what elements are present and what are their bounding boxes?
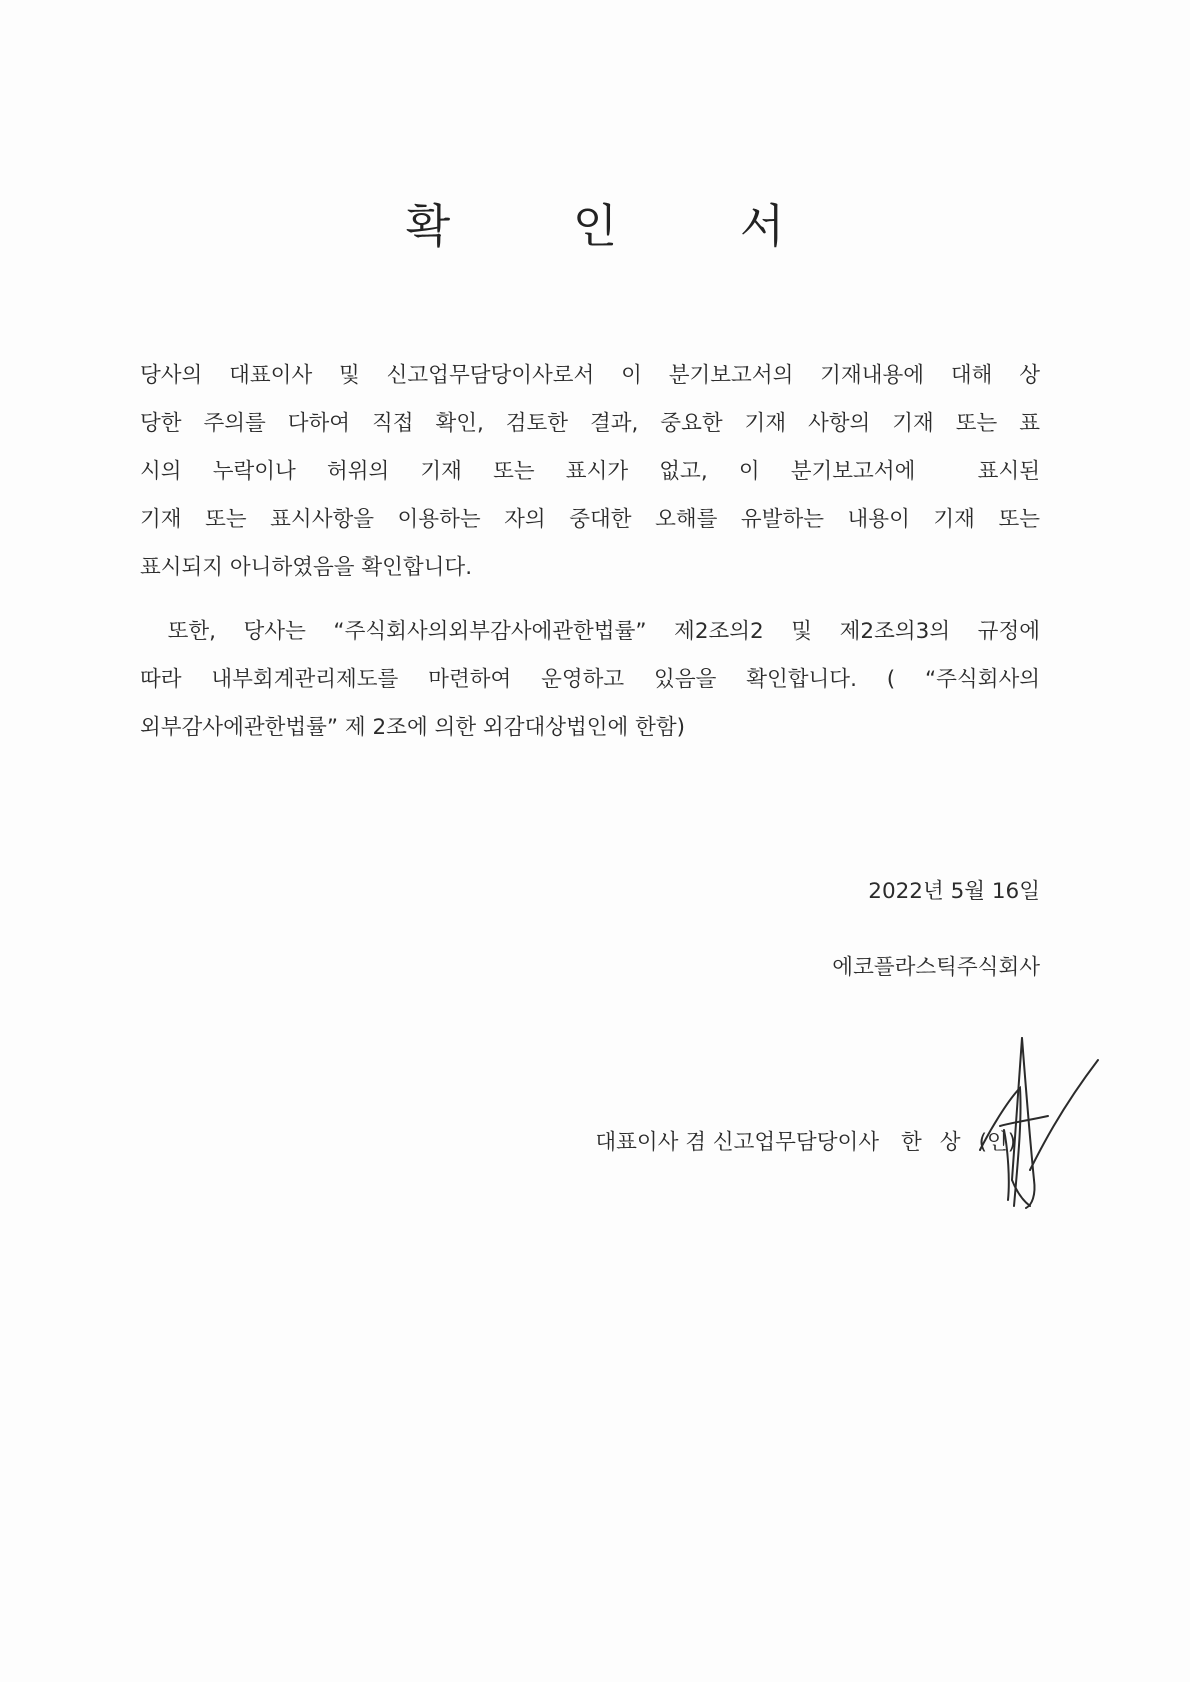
paragraph-line: 당한 주의를 다하여 직접 확인, 검토한 결과, 중요한 기재 사항의 기재 또는 표 (140, 411, 1040, 436)
confirmation-paragraph (140, 352, 1040, 592)
paragraph-line: 따라 내부회계관리제도를 마련하여 운영하고 있음을 확인합니다. ( “주식회사의 (140, 667, 1040, 692)
signer-name-first: 한 (901, 1130, 922, 1155)
company-name: 에코플라스틱주식회사 (832, 955, 1040, 980)
seal-mark: (인) (978, 1130, 1017, 1155)
signer-role: 대표이사 겸 신고업무담당이사 (595, 1130, 880, 1155)
internal-control-paragraph (140, 608, 1040, 752)
paragraph-line: 표시되지 아니하였음을 확인합니다. (140, 555, 473, 580)
paragraph-line: 기재 또는 표시사항을 이용하는 자의 중대한 오해를 유발하는 내용이 기재 또는 (140, 507, 1040, 532)
document-date: 2022년 5월 16일 (868, 879, 1040, 904)
paragraph-line: 또한, 당사는 “주식회사의외부감사에관한법률” 제2조의2 및 제2조의3의 규정에 (140, 619, 1040, 644)
document-title: 확 인 서 (405, 199, 839, 253)
handwritten-signature-icon (960, 1030, 1100, 1230)
paragraph-line: 당사의 대표이사 및 신고업무담당이사로서 이 분기보고서의 기재내용에 대해 상 (140, 363, 1040, 388)
paragraph-line: 시의 누락이나 허위의 기재 또는 표시가 없고, 이 분기보고서에 표시된 (140, 459, 1040, 484)
paragraph-line: 외부감사에관한법률” 제 2조에 의한 외감대상법인에 한함) (140, 715, 686, 740)
signer-name-second: 상 (939, 1130, 961, 1155)
